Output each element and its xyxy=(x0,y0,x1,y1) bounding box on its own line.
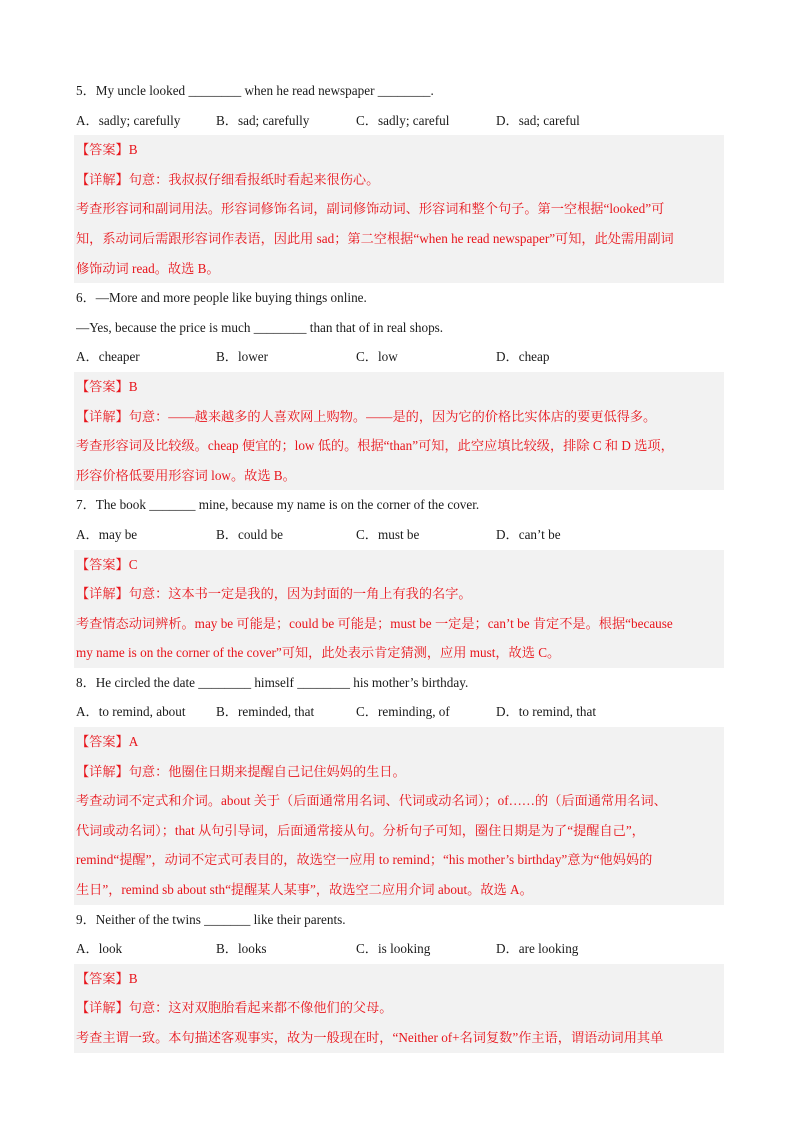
option-b: B．lower xyxy=(216,349,269,365)
answer-panel xyxy=(74,550,724,668)
question-stem: 5．My uncle looked ________ when he read newspaper ________. xyxy=(76,83,434,98)
question-stem: —Yes, because the price is much ________ than that of in real shops. xyxy=(76,319,444,335)
question-block xyxy=(76,668,724,905)
option-c: C．is looking xyxy=(356,941,431,957)
option-c: C．low xyxy=(356,349,398,365)
option-a: A．may be xyxy=(76,526,138,542)
explanation-line: 修饰动词 read。故选 B。 xyxy=(76,260,220,276)
answer-panel xyxy=(74,964,724,1053)
option-b: B．looks xyxy=(216,941,267,957)
option-d: D．are looking xyxy=(496,941,579,957)
explanation-line: 【详解】句意：我叔叔仔细看报纸时看起来很伤心。 xyxy=(76,171,380,187)
option-d: D．cheap xyxy=(496,349,550,365)
explanation-line: 知，系动词后需跟形容词作表语，因此用 sad；第二空根据“when he read newspaper”可知，此处需用副词 xyxy=(76,230,674,246)
answer-panel xyxy=(74,372,724,490)
question-stem: 6．—More and more people like buying things online. xyxy=(76,290,367,306)
question-list xyxy=(76,76,724,1053)
answer-options xyxy=(76,106,724,136)
option-c: C．must be xyxy=(356,526,420,542)
question-stem: 7．The book _______ mine, because my name is on the corner of the cover. xyxy=(76,497,480,513)
explanation-line: 形容价格低要用形容词 low。故选 B。 xyxy=(76,467,296,483)
answer-key: 【答案】C xyxy=(76,556,138,572)
answer-key: 【答案】A xyxy=(76,734,139,750)
explanation-line: 【详解】句意：这本书一定是我的，因为封面的一角上有我的名字。 xyxy=(76,586,472,602)
option-c: C．sadly; careful xyxy=(356,112,450,128)
question-block xyxy=(76,490,724,668)
option-d: D．to remind, that xyxy=(496,704,596,720)
answer-key: 【答案】B xyxy=(76,970,138,986)
question-block xyxy=(76,283,724,490)
question-block xyxy=(76,905,724,1053)
explanation-line: 生日”，remind sb about sth“提醒某人某事”，故选空二应用介词 about。故选 A。 xyxy=(76,882,533,898)
explanation-line: 代词或动名词）；that 从句引导词，后面通常接从句。分析句子可知，圈住日期是为了“提醒自己”， xyxy=(76,822,645,838)
question-stem: 9．Neither of the twins _______ like their parents. xyxy=(76,911,346,927)
answer-options xyxy=(76,697,724,727)
question-block xyxy=(76,76,724,283)
explanation-line: 考查动词不定式和介词。about 关于（后面通常用名词、代词或动名词）；of……的（后面通常用名词、 xyxy=(76,793,667,809)
option-b: B．sad; carefully xyxy=(216,112,310,128)
answer-panel xyxy=(74,135,724,283)
option-d: D．sad; careful xyxy=(496,112,580,128)
explanation-line: 【详解】句意：——越来越多的人喜欢网上购物。——是的，因为它的价格比实体店的要更低得多。 xyxy=(76,408,657,424)
question-stem: 8．He circled the date ________ himself ________ his mother’s birthday. xyxy=(76,674,469,690)
option-a: A．cheaper xyxy=(76,349,140,365)
answer-options xyxy=(76,342,724,372)
explanation-line: 考查情态动词辨析。may be 可能是；could be 可能是；must be 一定是；can’t be 肯定不是。根据“because xyxy=(76,615,673,631)
answer-key: 【答案】B xyxy=(76,378,138,394)
option-a: A．to remind, about xyxy=(76,704,186,720)
answer-options xyxy=(76,934,724,964)
option-a: A．sadly; carefully xyxy=(76,112,181,128)
explanation-line: 【详解】句意：这对双胞胎看起来都不像他们的父母。 xyxy=(76,1000,393,1016)
option-b: B．reminded, that xyxy=(216,704,315,720)
option-c: C．reminding, of xyxy=(356,704,450,720)
explanation-line: 考查形容词及比较级。cheap 便宜的；low 低的。根据“than”可知，此空应填比较级，排除 C 和 D 选项， xyxy=(76,438,674,454)
explanation-line: 考查主谓一致。本句描述客观事实，故为一般现在时，“Neither of+名词复数”作主语，谓语动词用其单 xyxy=(76,1030,664,1045)
explanation-line: my name is on the corner of the cover”可知，此处表示肯定猜测，应用 must，故选 C。 xyxy=(76,645,561,661)
answer-panel xyxy=(74,727,724,905)
option-b: B．could be xyxy=(216,526,284,542)
answer-key: 【答案】B xyxy=(76,142,138,158)
explanation-line: remind“提醒”，动词不定式可表目的，故选空一应用 to remind；“his mother’s birthday”意为“他妈妈的 xyxy=(76,852,653,868)
explanation-line: 考查形容词和副词用法。形容词修饰名词，副词修饰动词、形容词和整个句子。第一空根据“looked”可 xyxy=(76,201,665,217)
answer-options xyxy=(76,520,724,550)
option-d: D．can’t be xyxy=(496,526,561,542)
option-a: A．look xyxy=(76,941,123,957)
explanation-line: 【详解】句意：他圈住日期来提醒自己记住妈妈的生日。 xyxy=(76,763,406,779)
